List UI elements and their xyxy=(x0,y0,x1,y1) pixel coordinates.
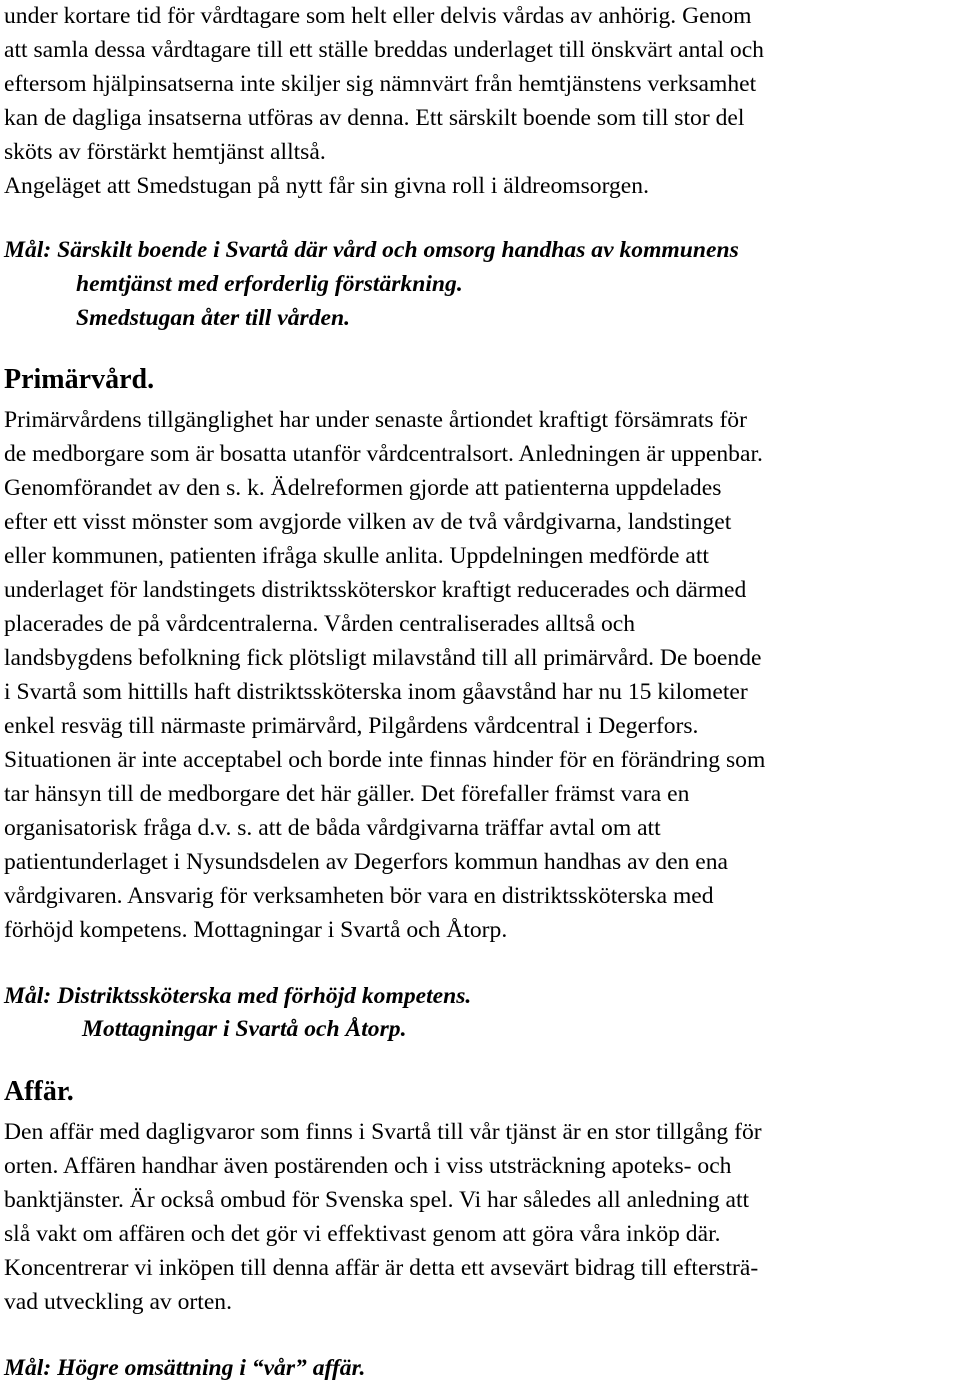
body-text-line: efter ett visst mönster som avgjorde vilken av de två vårdgivarna, landstinget xyxy=(4,509,732,535)
goal-line: Mottagningar i Svartå och Åtorp. xyxy=(82,1016,407,1042)
body-text-line: eller kommunen, patienten ifråga skulle anlita. Uppdelningen medförde att xyxy=(4,543,709,569)
body-text-line: eftersom hjälpinsatserna inte skiljer sig nämnvärt från hemtjänstens verksamhet xyxy=(4,71,757,97)
body-text-line: banktjänster. Är också ombud för Svenska spel. Vi har således all anledning att xyxy=(4,1187,750,1213)
body-text-line: i Svartå som hittills haft distriktssköterska inom gåavstånd har nu 15 kilometer xyxy=(4,679,748,705)
body-text-line: att samla dessa vårdtagare till ett ställe breddas underlaget till önskvärt antal och xyxy=(4,37,764,63)
body-text-line: placerades de på vårdcentralerna. Vården centraliserades alltså och xyxy=(4,611,636,637)
body-text-line: Den affär med dagligvaror som finns i Svartå till vår tjänst är en stor tillgång för xyxy=(4,1119,762,1145)
body-text-line: tar hänsyn till de medborgare det här gäller. Det förefaller främst vara en xyxy=(4,781,690,807)
body-text-line: patientunderlaget i Nysundsdelen av Degerfors kommun handhas av den ena xyxy=(4,849,728,875)
goal-line: Mål: Högre omsättning i “vår” affär. xyxy=(4,1355,366,1381)
body-text-line: sköts av förstärkt hemtjänst alltså. xyxy=(4,139,326,165)
body-text-line: Genomförandet av den s. k. Ädelreformen gjorde att patienterna uppdelades xyxy=(4,475,722,501)
body-text-line: underlaget för landstingets distriktssköterskor kraftigt reducerades och därmed xyxy=(4,577,747,603)
body-text-line: slå vakt om affären och det gör vi effektivast genom att göra våra inköp där. xyxy=(4,1221,721,1247)
body-text-line: organisatorisk fråga d.v. s. att de båda vårdgivarna träffar avtal om att xyxy=(4,815,661,841)
section-heading-primarvard: Primärvård. xyxy=(4,364,155,395)
goal-line: Mål: Distriktssköterska med förhöjd kompetens. xyxy=(4,983,472,1009)
body-text-line: Primärvårdens tillgänglighet har under senaste årtiondet kraftigt försämrats för xyxy=(4,407,747,433)
body-text-line: förhöjd kompetens. Mottagningar i Svartå och Åtorp. xyxy=(4,917,508,943)
body-text-line: enkel resväg till närmaste primärvård, Pilgårdens vårdcentral i Degerfors. xyxy=(4,713,699,739)
goal-line: hemtjänst med erforderlig förstärkning. xyxy=(76,271,463,297)
body-text-line: orten. Affären handhar även postärenden och i viss utsträckning apoteks- och xyxy=(4,1153,732,1179)
body-text-line: kan de dagliga insatserna utföras av denna. Ett särskilt boende som till stor del xyxy=(4,105,745,131)
body-text-line: under kortare tid för vårdtagare som helt eller delvis vårdas av anhörig. Genom xyxy=(4,3,752,29)
body-text-line: Angeläget att Smedstugan på nytt får sin givna roll i äldreomsorgen. xyxy=(4,173,649,199)
body-text-line: vad utveckling av orten. xyxy=(4,1289,232,1315)
body-text-line: Koncentrerar vi inköpen till denna affär är detta ett avsevärt bidrag till eftersträ- xyxy=(4,1255,759,1281)
goal-line: Mål: Särskilt boende i Svartå där vård och omsorg handhas av kommunens xyxy=(4,237,739,263)
body-text-line: landsbygdens befolkning fick plötsligt milavstånd till all primärvård. De boende xyxy=(4,645,762,671)
goal-line: Smedstugan åter till vården. xyxy=(76,305,350,331)
body-text-line: Situationen är inte acceptabel och borde inte finnas hinder för en förändring som xyxy=(4,747,766,773)
section-heading-affar: Affär. xyxy=(4,1076,74,1107)
body-text-line: de medborgare som är bosatta utanför vårdcentralsort. Anledningen är uppenbar. xyxy=(4,441,763,467)
body-text-line: vårdgivaren. Ansvarig för verksamheten bör vara en distriktssköterska med xyxy=(4,883,714,909)
